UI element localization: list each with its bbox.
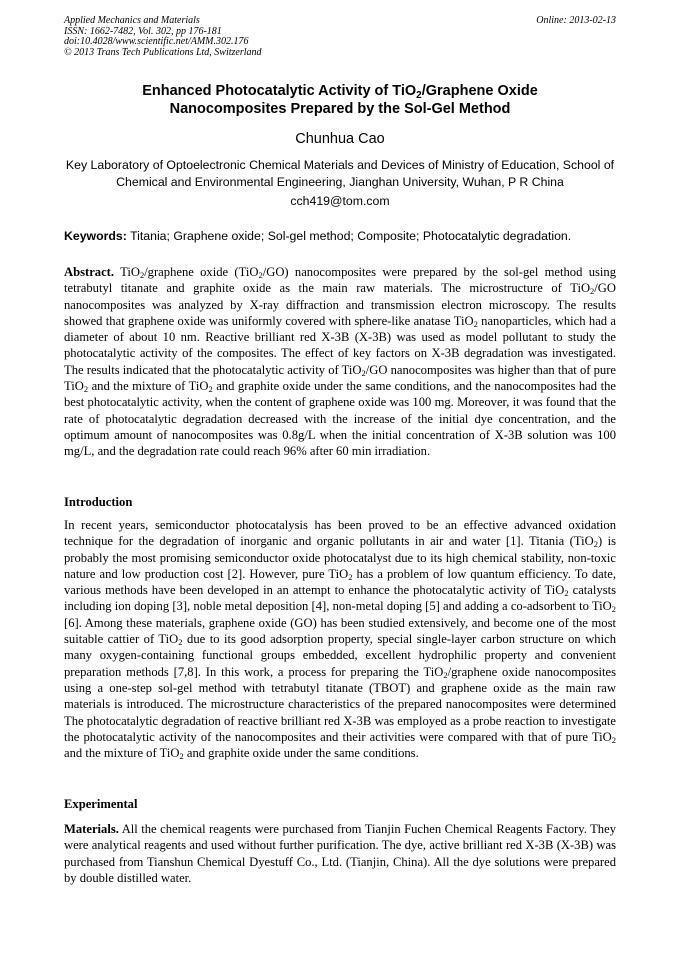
text-run: /GO) nanocomposites were prepared by the sol-gel method using tetrabutyl titanate and graphite oxide as the main raw materials. The microstructure of TiO: [64, 265, 616, 296]
keywords-label: Keywords:: [64, 229, 127, 243]
online-date: Online: 2013-02-13: [536, 15, 616, 26]
subscript: 2: [361, 367, 366, 378]
copyright-line: © 2013 Trans Tech Publications Ltd, Switzerland: [64, 46, 262, 58]
experimental-heading: Experimental: [64, 797, 138, 811]
text-run: ) is probably the most promising semiconductor oxide photocatalyst due to its high chemical stability, non-toxic nature and low production cost [2]. However, pure TiO: [64, 534, 616, 581]
subscript: 2: [348, 571, 353, 582]
title-subscript: 2: [416, 90, 422, 101]
title-part: Enhanced Photocatalytic Activity of TiO: [142, 83, 417, 99]
text-run: and the mixture of TiO: [64, 746, 180, 761]
paper-title: [64, 82, 616, 118]
subscript: 2: [590, 286, 595, 297]
subscript: 2: [208, 384, 213, 395]
abstract-label: Abstract.: [64, 265, 115, 279]
subscript: 2: [83, 384, 89, 395]
keywords: [64, 229, 616, 243]
publication-header: [64, 16, 616, 58]
text-run: and the mixture of TiO: [88, 379, 209, 394]
text-run: /graphene oxide nanocomposites using a one-step sol-gel method with tetrabutyl titanate (TBOT) and graphene oxide as the main raw materials is introduced. The microstructure characteristics of the prepared nanocomposites were determined The photocatalytic degradation of reactive brilliant red X-3B was employed as a probe reaction to investigate the photocatalytic activity of the nanocomposites and their activities were compared with that of pure TiO: [64, 664, 616, 744]
keywords-text: Titania; Graphene oxide; Sol-gel method; Composite; Photocatalytic degradation.: [126, 229, 572, 243]
subscript: 2: [593, 539, 598, 550]
text-run: and graphite oxide under the same conditions.: [183, 746, 419, 761]
subscript: 2: [443, 669, 448, 680]
subscript: 2: [611, 604, 616, 615]
text-run: In recent years, semiconductor photocatalysis has been proved to be an effective advanced oxidation technique for the degradation of inorganic and organic pollutants in air and water [1]. Titania (TiO: [64, 518, 616, 549]
abstract: [64, 264, 616, 460]
materials-paragraph: [64, 821, 616, 886]
subscript: 2: [178, 637, 183, 648]
introduction-body: [64, 517, 616, 761]
subscript: 2: [611, 734, 616, 745]
author-email: cch419@tom.com: [290, 194, 390, 208]
subscript: 2: [139, 270, 145, 280]
text-run: catalysts including ion doping [3], noble metal deposition [4], non-metal doping [5] and adding a co-adsorbent to TiO: [64, 583, 616, 614]
affiliation: Key Laboratory of Optoelectronic Chemical Materials and Devices of Ministry of Education, School of Chemical and Environmental Engineering, Jianghan University, Wuhan, P R China: [65, 158, 615, 189]
text-run: due to its good adsorption property, special single-layer carbon structure on which many oxygen-containing functional groups embedded, excellent hydrophilic property and convenient preparation methods [7,8]. In this work, a process for preparing the TiO: [64, 632, 616, 679]
text-run: /GO nanocomposites was analyzed by X-ray diffraction and transmission electron microscopy. The results showed that graphene oxide was uniformly covered with sphere-like anatase TiO: [64, 281, 616, 328]
journal-name: Applied Mechanics and Materials: [64, 15, 200, 26]
materials-text: All the chemical reagents were purchased from Tianjin Fuchen Chemical Reagents Factory. They were analytical reagents and used without further purification. The dye, active brilliant red X-3B (X-3B) was purchased from Tianshun Chemical Dyestuff Co., Ltd. (Tianjin, China). All the dye solutions were prepared by double distilled water.: [64, 822, 616, 885]
text-run: /graphene oxide (TiO: [144, 265, 259, 279]
subscript: 2: [564, 588, 569, 599]
text-run: nanoparticles, which had a diameter of about 10 nm. Reactive brilliant red X-3B (X-3B) was used as model pollutant to study the photocatalytic activity of the composites. The effect of key factors on X-3B degradation was investigated. The results indicated that the photocatalytic activity of TiO: [64, 313, 616, 377]
author-name: Chunhua Cao: [295, 131, 385, 147]
issn-line: ISSN: 1662-7482, Vol. 302, pp 176-181: [64, 25, 222, 37]
materials-label: Materials.: [64, 822, 119, 836]
doi-line: doi:10.4028/www.scientific.net/AMM.302.176: [64, 36, 249, 47]
title-part: /Graphene Oxide: [421, 83, 538, 99]
text-run: and graphite oxide under the same conditions, and the nanocomposites had the best photocatalytic activity, when the content of graphene oxide was 100 mg. Moreover, it was found that the rate of photocatalytic degradation decreased with the increase of the initial dye concentration, and the optimum amount of nanocomposites was 0.8g/L when the initial concentration of X-3B solution was 100 mg/L, and the degradation rate could reach 96% after 60 min irradiation.: [64, 379, 616, 459]
title-line-2: Nanocomposites Prepared by the Sol-Gel Method: [169, 101, 511, 117]
text-run: /GO nanocomposites was higher than that of pure TiO: [64, 362, 616, 394]
text-run: has a problem of low quantum efficiency. To date, various methods have been developed in an attempt to enhance the photocatalytic activity of TiO: [64, 566, 616, 598]
text-run: TiO: [114, 265, 140, 279]
text-run: [6]. Among these materials, graphene oxide (GO) has been studied extensively, and become one of the most suitable cattier of TiO: [64, 615, 616, 647]
introduction-heading: Introduction: [64, 495, 133, 509]
subscript: 2: [258, 270, 263, 280]
subscript: 2: [473, 318, 478, 329]
subscript: 2: [179, 751, 184, 762]
